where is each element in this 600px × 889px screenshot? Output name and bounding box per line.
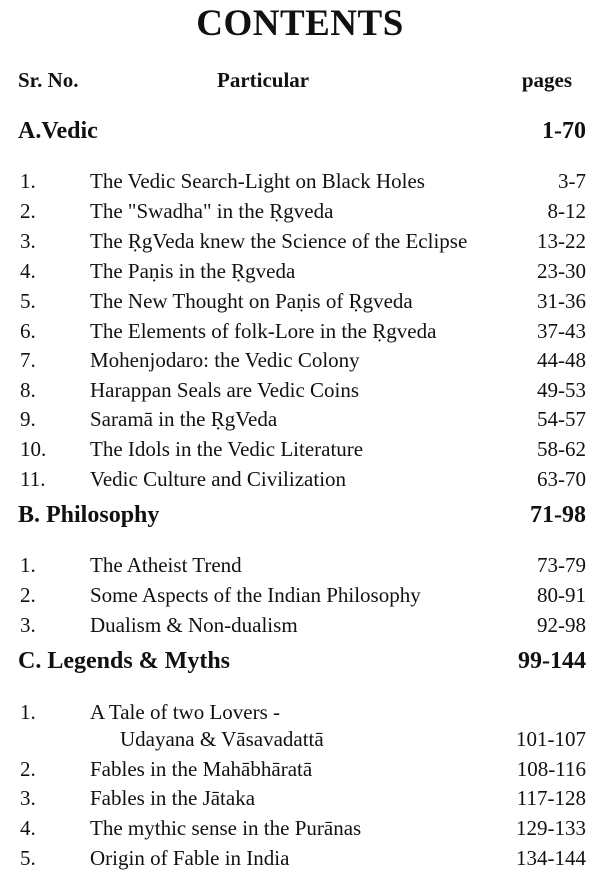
entry-pages: 117-128 <box>516 786 586 810</box>
entry-title: The Elements of folk-Lore in the Ṛgveda <box>90 319 437 343</box>
entry-pages: 23-30 <box>537 259 586 283</box>
toc-entry[interactable] <box>0 288 600 314</box>
entry-pages: 13-22 <box>537 229 586 253</box>
toc-entry[interactable] <box>0 756 600 782</box>
entry-number: 3. <box>20 613 36 637</box>
entry-number: 10. <box>20 437 47 461</box>
entry-pages: 37-43 <box>537 319 586 343</box>
toc-entry[interactable] <box>0 466 600 492</box>
entry-number: 8. <box>20 378 36 402</box>
entry-number: 1. <box>20 553 36 577</box>
entry-title: The New Thought on Paṇis of Ṛgveda <box>90 289 413 313</box>
toc-entry[interactable] <box>0 436 600 462</box>
toc-entry[interactable] <box>0 377 600 403</box>
entry-pages: 92-98 <box>537 613 586 637</box>
entry-number: 9. <box>20 407 36 431</box>
section-page-range: 99-144 <box>518 648 586 674</box>
section-name: C. Legends & Myths <box>18 648 231 674</box>
toc-entry[interactable] <box>0 785 600 811</box>
entry-pages: 108-116 <box>516 757 586 781</box>
entry-number: 2. <box>20 583 36 607</box>
entry-pages: 80-91 <box>537 583 586 607</box>
toc-entry[interactable] <box>0 552 600 578</box>
entry-title: Mohenjodaro: the Vedic Colony <box>90 348 360 372</box>
entry-pages: 49-53 <box>537 378 586 402</box>
toc-entry[interactable] <box>0 347 600 373</box>
entry-pages: 44-48 <box>537 348 586 372</box>
entry-title: The ṚgVeda knew the Science of the Eclipse <box>90 229 468 253</box>
entry-number: 1. <box>20 700 36 724</box>
toc-entry[interactable] <box>0 582 600 608</box>
entry-title: The Idols in the Vedic Literature <box>90 437 364 461</box>
column-header-particular: Particular <box>217 68 310 92</box>
page-title: CONTENTS <box>196 3 404 44</box>
toc-entry[interactable] <box>0 845 600 871</box>
entry-number: 3. <box>20 786 36 810</box>
entry-title: Fables in the Mahābhāratā <box>90 757 313 781</box>
entry-title: Saramā in the ṚgVeda <box>90 407 278 431</box>
entry-title: Dualism & Non-dualism <box>90 613 298 637</box>
entry-number: 4. <box>20 259 36 283</box>
section-page-range: 71-98 <box>530 502 586 528</box>
entry-pages: 63-70 <box>537 467 586 491</box>
entry-number: 2. <box>20 757 36 781</box>
section-heading-vedic <box>0 118 600 148</box>
entry-title: The Atheist Trend <box>90 553 242 577</box>
entry-number: 7. <box>20 348 36 372</box>
toc-entry[interactable] <box>0 168 600 194</box>
entry-number: 5. <box>20 289 36 313</box>
toc-entry[interactable] <box>0 228 600 254</box>
entry-title: A Tale of two Lovers - <box>90 700 281 724</box>
entry-number: 2. <box>20 199 36 223</box>
section-name: A.Vedic <box>18 118 98 144</box>
entry-pages: 58-62 <box>537 437 586 461</box>
entry-number: 11. <box>20 467 46 491</box>
toc-entry[interactable] <box>0 258 600 284</box>
entry-number: 3. <box>20 229 36 253</box>
entry-pages: 129-133 <box>516 816 586 840</box>
entry-title: The "Swadha" in the Ṛgveda <box>90 199 334 223</box>
section-name: B. Philosophy <box>18 502 160 528</box>
section-heading-legends-myths <box>0 648 600 678</box>
entry-pages: 134-144 <box>516 846 586 870</box>
entry-title: The Vedic Search-Light on Black Holes <box>90 169 425 193</box>
entry-title-continued: Udayana & Vāsavadattā <box>120 727 324 751</box>
entry-pages: 101-107 <box>516 727 586 751</box>
entry-number: 4. <box>20 816 36 840</box>
toc-entry[interactable] <box>0 406 600 432</box>
entry-number: 6. <box>20 319 36 343</box>
column-header-pages: pages <box>521 68 572 92</box>
entry-title: Vedic Culture and Civilization <box>90 467 347 491</box>
toc-entry[interactable] <box>0 815 600 841</box>
toc-entry[interactable] <box>0 198 600 224</box>
entry-title: The mythic sense in the Purānas <box>90 816 362 840</box>
toc-entry[interactable] <box>0 612 600 638</box>
entry-pages: 3-7 <box>558 169 586 193</box>
entry-title: Harappan Seals are Vedic Coins <box>90 378 360 402</box>
toc-entry[interactable] <box>0 318 600 344</box>
entry-pages: 8-12 <box>547 199 586 223</box>
section-heading-philosophy <box>0 502 600 532</box>
toc-entry[interactable] <box>0 699 600 751</box>
entry-pages: 73-79 <box>537 553 586 577</box>
entry-pages: 31-36 <box>537 289 586 313</box>
column-header-sr: Sr. No. <box>18 68 79 92</box>
section-page-range: 1-70 <box>542 118 586 144</box>
entry-title: Some Aspects of the Indian Philosophy <box>90 583 421 607</box>
entry-title: Fables in the Jātaka <box>90 786 256 810</box>
entry-title: The Paṇis in the Ṛgveda <box>90 259 296 283</box>
entry-title: Origin of Fable in India <box>90 846 290 870</box>
entry-number: 1. <box>20 169 36 193</box>
entry-pages: 54-57 <box>537 407 586 431</box>
entry-number: 5. <box>20 846 36 870</box>
